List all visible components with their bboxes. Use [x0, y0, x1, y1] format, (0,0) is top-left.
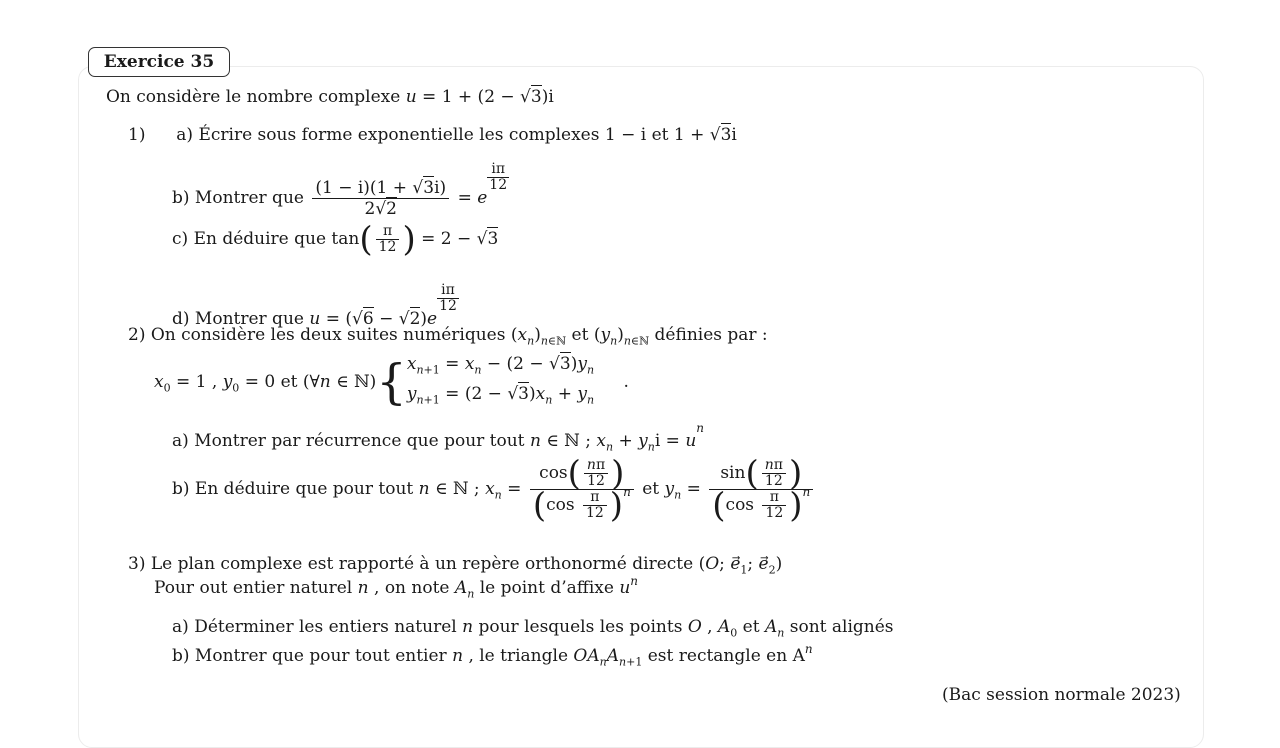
- q1-b-fraction: $\frac{(1 - i)(1 + √3i)}{2√2}$: [312, 178, 449, 219]
- q1-d-label: d): [172, 309, 190, 329]
- q1-c-text: En déduire que: [193, 229, 327, 249]
- q2-a-line: a) Montrer par récurrence que pour tout n ∈ ℕ ; $x_n + y_ni = u^n$: [172, 421, 704, 454]
- q2-a-text: Montrer par récurrence que pour tout: [194, 431, 525, 451]
- q3-text2c: le point d’affixe: [479, 578, 614, 598]
- q3-a-text2: pour lesquels les points: [478, 617, 683, 637]
- q1-d-text: Montrer que: [194, 309, 304, 329]
- q2-a-label: a): [172, 431, 189, 451]
- q2-b-and: et: [642, 479, 660, 499]
- q1-a-text: Écrire sous forme exponentielle les complexes: [198, 125, 600, 145]
- q1-d-line: d) Montrer que u = (√6 − √2)e $\frac{i\pi}{12}$: [172, 282, 457, 329]
- q2-defined: définies par :: [654, 325, 768, 345]
- q3-line: 3) Le plan complexe est rapporté à un repère orthonormé directe (O; $e_1$; $e_2$): [128, 554, 783, 577]
- intro-line: On considère le nombre complexe u = 1 + (2 − √3)i: [106, 87, 554, 107]
- q3-b-text: Montrer que pour tout entier: [194, 646, 447, 666]
- exercise-title: Exercice 35: [88, 47, 230, 77]
- q3-number: 3): [128, 554, 146, 574]
- q3-a-label: a): [172, 617, 189, 637]
- q2-line: 2) On considère les deux suites numériques $(x_n)_{n\in ℕ}$ et $(y_n)_{n\in ℕ}$ définies par :: [128, 325, 768, 348]
- q2-number: 2): [128, 325, 146, 345]
- q1-number: 1): [128, 125, 146, 145]
- q1-c-line: c) En déduire que tan( $\frac{\pi}{12}$ ) = 2 − √3: [172, 219, 499, 260]
- q3-text2b: , on note: [374, 578, 450, 598]
- q2-and: et: [571, 325, 589, 345]
- q3-b-text2: , le triangle: [468, 646, 569, 666]
- recurrence-system: $x_{n+1} = x_n - (2 - √3)y_n$ $y_{n+1} = (2 - √3)x_n + y_n$: [406, 354, 595, 407]
- yn-fraction: sin( $\frac{n\pi}{12}$ ) (cos $\frac{\pi}{12}$ )$^n$: [709, 458, 813, 521]
- intro-text: On considère le nombre complexe: [106, 87, 401, 107]
- q3-line-2: Pour out entier naturel n , on note $A_n$ le point d’affixe $u^n$: [154, 574, 639, 601]
- q1-a-label: a): [176, 125, 194, 145]
- xn-fraction: cos( $\frac{n\pi}{12}$ ) (cos $\frac{\pi}{12}$ )$^n$: [530, 458, 634, 521]
- q3-b-line: b) Montrer que pour tout entier n , le triangle $OA_nA_{n+1}$ est rectangle en $A^n$: [172, 642, 813, 669]
- source-citation: (Bac session normale 2023): [942, 685, 1181, 705]
- q3-a-line: a) Déterminer les entiers naturel n pour lesquels les points O , $A_0$ et $A_n$ sont alignés: [172, 617, 894, 640]
- q2-text: On considère les deux suites numériques: [150, 325, 506, 345]
- q1-b-label: b): [172, 188, 190, 208]
- q1-c-label: c): [172, 229, 189, 249]
- q1-a-line: 1) a) Écrire sous forme exponentielle les complexes 1 − i et 1 + √3i: [128, 125, 737, 145]
- q2-b-label: b): [172, 479, 190, 499]
- q3-b-text3: est rectangle en: [647, 646, 788, 666]
- q3-b-label: b): [172, 646, 190, 666]
- q3-text: Le plan complexe est rapporté à un repère orthonormé directe: [150, 554, 694, 574]
- q2-b-text: En déduire que pour tout: [194, 479, 414, 499]
- q3-a-text: Déterminer les entiers naturel: [194, 617, 457, 637]
- q3-a-text3: sont alignés: [789, 617, 894, 637]
- q1-b-line: b) Montrer que $\frac{(1 - i)(1 + √3i)}{2√2}$ = e $\frac{i\pi}{12}$: [172, 161, 508, 219]
- q2-b-line: b) En déduire que pour tout n ∈ ℕ ; $x_n$ = cos( $\frac{n\pi}{12}$ ) (cos $\frac{\pi}{12}$ )$^n$ et $y_n$ = sin( $\frac{n\pi}{12}$ ) (cos $\frac{\pi}{12}$ )$^n$: [172, 458, 816, 521]
- q2-system-line: $x_0 = 1$ , $y_0 = 0$ et (∀n ∈ ℕ){ $x_{n+1} = x_n - (2 - √3)y_n$ $y_{n+1} = (2 - √3)x_n + y_n$ .: [154, 352, 629, 413]
- q1-b-text: Montrer que: [194, 188, 304, 208]
- q3-text2: Pour out entier naturel: [154, 578, 353, 598]
